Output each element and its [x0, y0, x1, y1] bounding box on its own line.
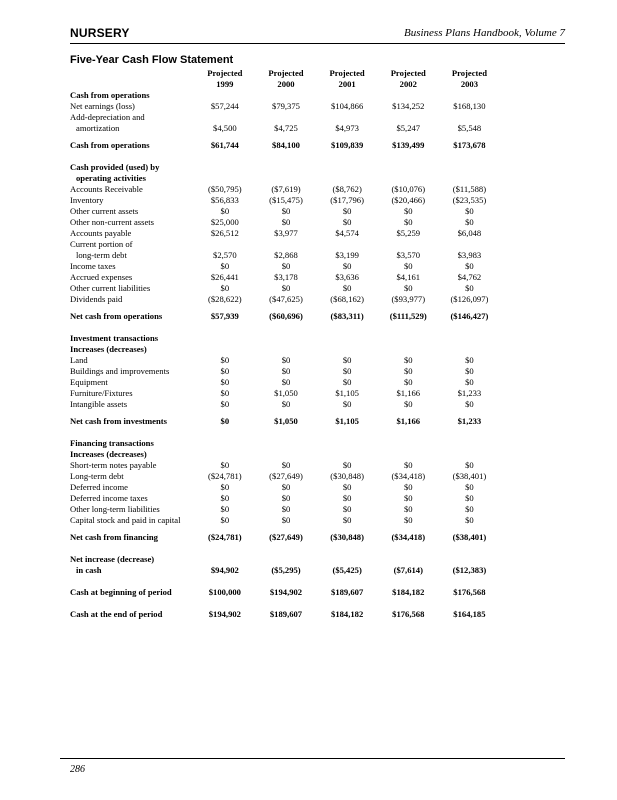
value-cell-2000: $0	[281, 399, 291, 409]
value-cell-2002: $0	[403, 206, 413, 216]
value-cell-1999: $0	[220, 388, 230, 398]
value-cell-2002: $0	[403, 355, 413, 365]
table-row	[70, 206, 500, 217]
value-cell-2003: $0	[465, 366, 474, 376]
row-label: Accounts payable	[70, 228, 132, 238]
section-heading-row	[70, 344, 500, 355]
value-cell-2003: $0	[465, 261, 474, 271]
column-header-blank	[70, 79, 194, 90]
value-cell-1999: $61,744	[210, 140, 239, 150]
value-cell-1999: $2,570	[213, 250, 237, 260]
value-cell-1999: $0	[220, 206, 230, 216]
value-cell-2003: $0	[465, 504, 474, 514]
column-header-2000-year: 2000	[277, 79, 295, 89]
table-row	[70, 101, 500, 112]
value-cell-2003: ($38,401)	[452, 532, 487, 542]
value-cell-2001: $0	[342, 261, 352, 271]
table-row	[70, 377, 500, 388]
value-cell-2002: $1,166	[396, 416, 421, 426]
value-cell-2000: $2,868	[274, 250, 298, 260]
table-row	[70, 272, 500, 283]
column-header-blank	[70, 68, 194, 79]
spacer-row	[70, 543, 500, 554]
value-cell-2001: $1,105	[335, 416, 359, 426]
value-cell-1999: $0	[220, 366, 230, 376]
spacer-row	[70, 322, 500, 333]
value-cell-2002: ($111,529)	[389, 311, 427, 321]
table-row	[70, 250, 500, 261]
value-cell-2002: $0	[403, 366, 413, 376]
table-row	[70, 228, 500, 239]
value-cell-2000: ($5,295)	[271, 565, 301, 575]
section-heading-row	[70, 554, 500, 565]
column-header-2003-line1: Projected	[451, 68, 487, 78]
value-cell-1999: $26,441	[210, 272, 239, 282]
section-heading-row	[70, 112, 500, 123]
value-cell-1999: ($24,781)	[208, 532, 242, 542]
value-cell-2000: $3,178	[274, 272, 298, 282]
value-cell-2001: ($17,796)	[330, 195, 364, 205]
spacer-cell	[70, 427, 500, 438]
row-label: Land	[70, 355, 88, 365]
spacer-row	[70, 598, 500, 609]
value-cell-1999: $0	[220, 355, 230, 365]
spacer-cell	[70, 543, 500, 554]
page-number: 286	[70, 764, 85, 775]
value-cell-2002: $176,568	[392, 609, 425, 619]
value-cell-2000: $3,977	[274, 228, 298, 238]
total-row	[70, 565, 500, 576]
value-cell-2000: $0	[281, 515, 291, 525]
value-cell-2001: $0	[342, 206, 352, 216]
value-cell-2000: $0	[281, 355, 291, 365]
table-row	[70, 195, 500, 206]
value-cell-2003: $0	[465, 377, 474, 387]
table-row	[70, 355, 500, 366]
value-cell-2000: ($47,625)	[269, 294, 303, 304]
value-cell-2000: $0	[281, 377, 291, 387]
value-cell-2002: $0	[403, 493, 413, 503]
value-cell-2000: $189,607	[269, 609, 303, 619]
row-label: Capital stock and paid in capital	[70, 515, 181, 525]
value-cell-2002: $134,252	[392, 101, 425, 111]
row-label: Increases (decreases)	[70, 449, 147, 459]
value-cell-2000: ($27,649)	[269, 532, 303, 542]
value-cell-2003: $0	[465, 283, 474, 293]
value-cell-2003: $0	[465, 460, 474, 470]
value-cell-1999: $56,833	[210, 195, 239, 205]
value-cell-2000: $0	[281, 283, 291, 293]
value-cell-2000: $194,902	[269, 587, 303, 597]
value-cell-1999: $0	[220, 283, 230, 293]
row-label: Furniture/Fixtures	[70, 388, 133, 398]
table-row	[70, 184, 500, 195]
table-row	[70, 294, 500, 305]
value-cell-2003: $6,048	[457, 228, 482, 238]
row-label: Cash from operations	[70, 140, 150, 150]
value-cell-1999: $26,512	[210, 228, 239, 238]
value-cell-2000: $0	[281, 504, 291, 514]
value-cell-2001: ($8,762)	[332, 184, 362, 194]
section-heading-row	[70, 173, 500, 184]
column-header-2002-line1: Projected	[390, 68, 426, 78]
table-row	[70, 388, 500, 399]
row-label: in cash	[76, 565, 102, 575]
table-row	[70, 123, 500, 134]
total-row	[70, 587, 500, 598]
row-label: Cash from operations	[70, 90, 150, 100]
value-cell-2001: $0	[342, 217, 352, 227]
value-cell-2000: ($27,649)	[269, 471, 303, 481]
value-cell-2002: $0	[403, 261, 413, 271]
value-cell-1999: ($28,622)	[208, 294, 242, 304]
spacer-cell	[70, 322, 500, 333]
row-label: Other current liabilities	[70, 283, 151, 293]
value-cell-2001: $109,839	[331, 140, 364, 150]
value-cell-2002: ($7,614)	[393, 565, 423, 575]
column-header-row-1	[70, 68, 500, 79]
row-label: Current portion of	[70, 239, 133, 249]
row-label: Accrued expenses	[70, 272, 133, 282]
table-row	[70, 261, 500, 272]
value-cell-2002: $4,161	[396, 272, 421, 282]
total-row	[70, 140, 500, 151]
value-cell-2002: $3,570	[396, 250, 421, 260]
row-label: Net earnings (loss)	[70, 101, 135, 111]
value-cell-2003: $0	[465, 206, 474, 216]
footer-rule	[60, 758, 565, 759]
column-header-2000-line1: Projected	[268, 68, 304, 78]
section-heading-row	[70, 449, 500, 460]
value-cell-2003: $0	[465, 355, 474, 365]
table-row	[70, 482, 500, 493]
value-cell-2001: $0	[342, 493, 352, 503]
value-cell-2002: $139,499	[392, 140, 425, 150]
value-cell-2001: $184,182	[331, 609, 364, 619]
value-cell-2001: $104,866	[331, 101, 364, 111]
value-cell-2001: ($5,425)	[332, 565, 362, 575]
value-cell-1999: $0	[220, 460, 230, 470]
column-header-2003-year: 2003	[460, 79, 479, 89]
section-heading-row	[70, 438, 500, 449]
value-cell-1999: $4,500	[213, 123, 237, 133]
column-header-1999-year: 1999	[216, 79, 234, 89]
value-cell-2001: $4,973	[335, 123, 359, 133]
running-header-book: Business Plans Handbook, Volume 7	[403, 27, 565, 39]
column-header-2002-year: 2002	[399, 79, 417, 89]
row-label: Add-depreciation and	[70, 112, 145, 122]
row-label: Buildings and improvements	[70, 366, 170, 376]
value-cell-2003: ($146,427)	[450, 311, 489, 321]
value-cell-2003: ($126,097)	[450, 294, 489, 304]
row-label: Financing transactions	[70, 438, 154, 448]
row-label: Cash at the end of period	[70, 609, 163, 619]
value-cell-2003: $0	[465, 493, 474, 503]
running-header-title: NURSERY	[70, 26, 130, 40]
value-cell-2003: $173,678	[453, 140, 486, 150]
table-row	[70, 460, 500, 471]
row-label: Other current assets	[70, 206, 139, 216]
row-label: Other non-current assets	[70, 217, 154, 227]
table-row	[70, 283, 500, 294]
value-cell-2003: ($12,383)	[452, 565, 487, 575]
value-cell-2003: $5,548	[457, 123, 482, 133]
value-cell-2001: $0	[342, 366, 352, 376]
spacer-row	[70, 151, 500, 162]
value-cell-2001: $0	[342, 355, 352, 365]
table-row	[70, 366, 500, 377]
cash-flow-table-body	[70, 68, 500, 620]
value-cell-2001: $1,105	[335, 388, 359, 398]
value-cell-2001: $189,607	[331, 587, 364, 597]
row-label: Income taxes	[70, 261, 116, 271]
value-cell-1999: $0	[220, 515, 230, 525]
row-label: Accounts Receivable	[70, 184, 143, 194]
value-cell-1999: $100,000	[208, 587, 241, 597]
value-cell-2002: $0	[403, 377, 413, 387]
row-label: Inventory	[70, 195, 104, 205]
value-cell-2002: $5,259	[396, 228, 421, 238]
value-cell-2001: $0	[342, 377, 352, 387]
total-row	[70, 532, 500, 543]
row-label: operating activities	[76, 173, 146, 183]
value-cell-2001: ($83,311)	[330, 311, 364, 321]
value-cell-1999: $25,000	[210, 217, 239, 227]
value-cell-2001: $3,199	[335, 250, 359, 260]
value-cell-2001: ($68,162)	[330, 294, 364, 304]
value-cell-2003: $4,762	[457, 272, 482, 282]
value-cell-1999: $57,244	[210, 101, 239, 111]
value-cell-2002: $0	[403, 504, 413, 514]
value-cell-2002: ($34,418)	[391, 471, 426, 481]
value-cell-2000: $0	[281, 261, 291, 271]
value-cell-2001: $0	[342, 460, 352, 470]
row-label: amortization	[76, 123, 120, 133]
row-label: Net cash from investments	[70, 416, 167, 426]
column-header-2001-line1: Projected	[329, 68, 365, 78]
column-header-2001-year: 2001	[338, 79, 356, 89]
value-cell-1999: $0	[220, 482, 230, 492]
value-cell-2002: $184,182	[392, 587, 425, 597]
value-cell-1999: $194,902	[208, 609, 241, 619]
value-cell-2003: $176,568	[453, 587, 486, 597]
value-cell-2000: ($7,619)	[271, 184, 301, 194]
value-cell-2000: $79,375	[272, 101, 300, 111]
value-cell-2002: $0	[403, 515, 413, 525]
value-cell-2003: ($38,401)	[452, 471, 487, 481]
row-label: Cash at beginning of period	[70, 587, 172, 597]
section-heading-row	[70, 239, 500, 250]
value-cell-2002: $5,247	[396, 123, 421, 133]
spacer-cell	[70, 598, 500, 609]
row-label: Cash provided (used) by	[70, 162, 160, 172]
section-heading-row	[70, 90, 500, 101]
row-label: Intangible assets	[70, 399, 128, 409]
value-cell-2003: $0	[465, 399, 474, 409]
table-row	[70, 493, 500, 504]
value-cell-2002: $0	[403, 217, 413, 227]
value-cell-2002: $1,166	[396, 388, 421, 398]
row-label: long-term debt	[76, 250, 127, 260]
header-rule	[70, 43, 565, 44]
value-cell-2003: $1,233	[457, 416, 482, 426]
row-label: Equipment	[70, 377, 108, 387]
value-cell-2002: $0	[403, 460, 413, 470]
value-cell-1999: $94,902	[210, 565, 239, 575]
row-label: Investment transactions	[70, 333, 159, 343]
value-cell-2003: $0	[465, 482, 474, 492]
row-label: Long-term debt	[70, 471, 124, 481]
value-cell-2003: ($11,588)	[452, 184, 487, 194]
spacer-row	[70, 427, 500, 438]
value-cell-2003: $0	[465, 515, 474, 525]
value-cell-2000: $0	[281, 206, 291, 216]
table-row	[70, 471, 500, 482]
value-cell-1999: $0	[220, 399, 230, 409]
row-label: Other long-term liabilities	[70, 504, 160, 514]
value-cell-2002: $0	[403, 482, 413, 492]
row-label: Net increase (decrease)	[70, 554, 155, 564]
value-cell-2001: $3,636	[335, 272, 359, 282]
value-cell-2000: ($60,696)	[269, 311, 303, 321]
value-cell-2003: $3,983	[457, 250, 482, 260]
value-cell-2000: $4,725	[274, 123, 298, 133]
value-cell-2001: $0	[342, 515, 352, 525]
total-row	[70, 416, 500, 427]
value-cell-1999: ($50,795)	[208, 184, 242, 194]
value-cell-2000: $0	[281, 217, 291, 227]
value-cell-1999: $0	[220, 377, 230, 387]
value-cell-2002: ($34,418)	[391, 532, 426, 542]
spacer-row	[70, 576, 500, 587]
value-cell-2003: $0	[465, 217, 474, 227]
total-row	[70, 609, 500, 620]
value-cell-2000: $0	[281, 482, 291, 492]
value-cell-2003: $164,185	[453, 609, 486, 619]
total-row	[70, 311, 500, 322]
table-row	[70, 217, 500, 228]
row-label: Short-term notes payable	[70, 460, 157, 470]
column-header-row-2	[70, 79, 500, 90]
value-cell-1999: ($24,781)	[208, 471, 242, 481]
value-cell-2003: $1,233	[457, 388, 482, 398]
value-cell-2002: ($93,977)	[391, 294, 426, 304]
value-cell-2002: $0	[403, 399, 413, 409]
value-cell-2001: ($30,848)	[330, 532, 364, 542]
value-cell-2000: $1,050	[274, 388, 298, 398]
value-cell-1999: $0	[220, 261, 230, 271]
statement-title: Five-Year Cash Flow Statement	[70, 54, 234, 66]
value-cell-2002: ($20,466)	[391, 195, 426, 205]
value-cell-2000: $0	[281, 493, 291, 503]
value-cell-2001: $0	[342, 283, 352, 293]
value-cell-2001: $0	[342, 482, 352, 492]
value-cell-2000: $84,100	[272, 140, 300, 150]
table-row	[70, 504, 500, 515]
section-heading-row	[70, 162, 500, 173]
spacer-cell	[70, 576, 500, 587]
value-cell-2000: ($15,475)	[269, 195, 303, 205]
value-cell-2003: ($23,535)	[452, 195, 487, 205]
value-cell-1999: $0	[220, 493, 230, 503]
value-cell-2000: $0	[281, 460, 291, 470]
cash-flow-table	[70, 68, 500, 620]
row-label: Deferred income	[70, 482, 128, 492]
table-row	[70, 515, 500, 526]
value-cell-2001: $0	[342, 504, 352, 514]
value-cell-2001: $4,574	[335, 228, 359, 238]
value-cell-2000: $0	[281, 366, 291, 376]
row-label: Net cash from financing	[70, 532, 158, 542]
value-cell-1999: $0	[220, 504, 230, 514]
value-cell-2003: $168,130	[453, 101, 486, 111]
value-cell-2001: $0	[342, 399, 352, 409]
value-cell-2002: ($10,076)	[391, 184, 426, 194]
row-label: Deferred income taxes	[70, 493, 148, 503]
value-cell-2002: $0	[403, 283, 413, 293]
spacer-cell	[70, 151, 500, 162]
row-label: Increases (decreases)	[70, 344, 147, 354]
column-header-1999-line1: Projected	[207, 68, 243, 78]
section-heading-row	[70, 333, 500, 344]
value-cell-2001: ($30,848)	[330, 471, 364, 481]
value-cell-1999: $57,939	[210, 311, 239, 321]
value-cell-2000: $1,050	[274, 416, 298, 426]
value-cell-1999: $0	[220, 416, 230, 426]
row-label: Net cash from operations	[70, 311, 163, 321]
row-label: Dividends paid	[70, 294, 123, 304]
table-row	[70, 399, 500, 410]
